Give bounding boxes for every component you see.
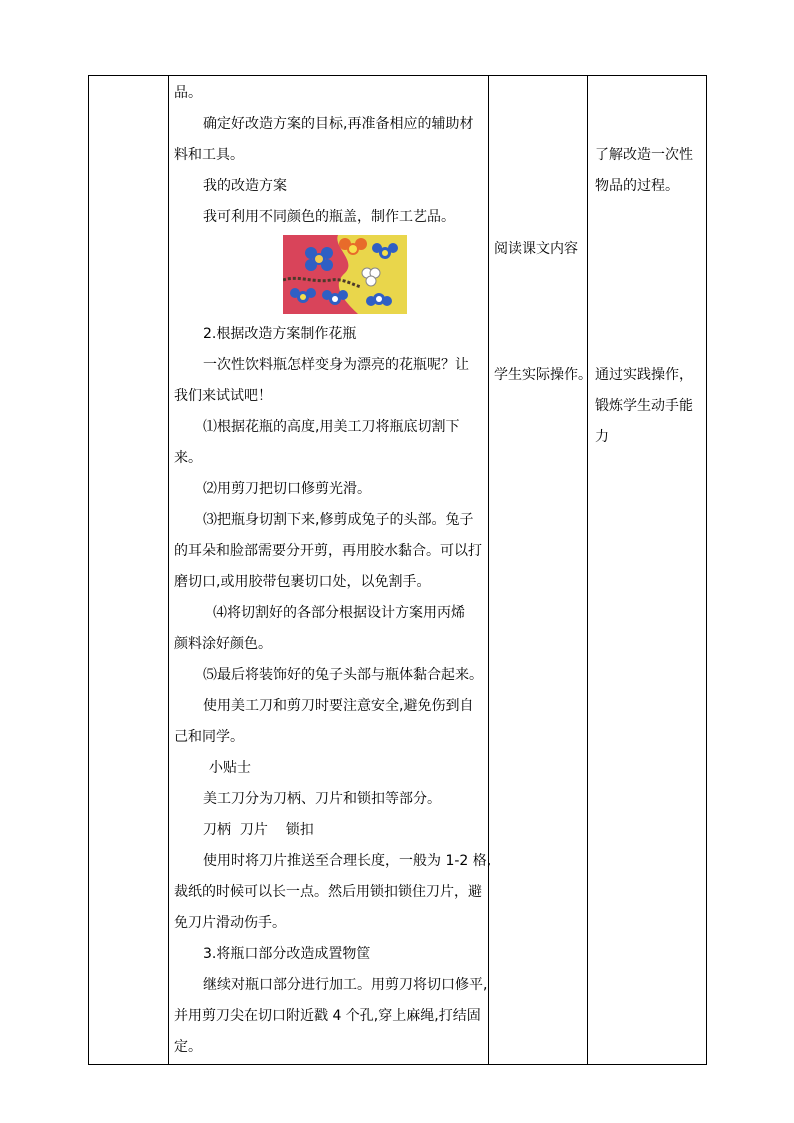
student-activity-cell [490, 76, 592, 1064]
text-line: 确定好改造方案的目标,再准备相应的辅助材 [203, 116, 474, 132]
text-line: 颜料涂好颜色。 [174, 636, 272, 652]
text-line: 2.根据改造方案制作花瓶 [203, 326, 357, 342]
text-line: ⑴根据花瓶的高度,用美工刀将瓶底切割下 [203, 419, 460, 435]
column-divider [488, 76, 489, 1064]
text-line: 磨切口,或用胶带包裹切口处，以免割手。 [174, 574, 431, 590]
design-intent-text: 力 [595, 429, 609, 445]
text-line: ⑷将切割好的各部分根据设计方案用丙烯 [213, 605, 465, 621]
bottle-cap-craft-photo [283, 235, 407, 314]
text-line: 使用美工刀和剪刀时要注意安全,避免伤到自 [203, 698, 474, 714]
text-line: 美工刀分为刀柄、刀片和锁扣等部分。 [203, 791, 441, 807]
text-line: 来。 [174, 450, 202, 466]
text-line: ⑸最后将装饰好的兔子头部与瓶体黏合起来。 [203, 667, 483, 683]
text-line: 继续对瓶口部分进行加工。用剪刀将切口修平, [203, 977, 488, 993]
design-intent-text: 锻炼学生动手能 [595, 398, 693, 414]
design-intent-text: 通过实践操作， [595, 367, 693, 383]
text-line: ⑵用剪刀把切口修剪光滑。 [203, 481, 371, 497]
text-line: 免刀片滑动伤手。 [174, 915, 286, 931]
design-intent-text: 物品的过程。 [595, 178, 679, 194]
design-intent-cell [589, 76, 705, 1064]
design-intent-text: 了解改造一次性 [595, 147, 693, 163]
text-line: 我的改造方案 [203, 178, 287, 194]
text-line: 的耳朵和脸部需要分开剪，再用胶水黏合。可以打 [174, 543, 482, 559]
text-line: 我们来试试吧！ [174, 388, 272, 404]
text-line: 定。 [174, 1039, 202, 1055]
text-line: 料和工具。 [174, 147, 244, 163]
student-activity-text: 阅读课文内容 [494, 241, 578, 257]
text-line: 使用时将刀片推送至合理长度，一般为 1-2 格, [203, 853, 492, 869]
text-line: 己和同学。 [174, 729, 244, 745]
text-line: 我可利用不同颜色的瓶盖，制作工艺品。 [203, 209, 455, 225]
student-activity-text: 学生实际操作。 [494, 367, 592, 383]
text-line: ⑶把瓶身切割下来,修剪成兔子的头部。兔子 [203, 512, 474, 528]
tip-heading: 小贴士 [209, 760, 251, 776]
text-line: 3.将瓶口部分改造成置物筐 [203, 946, 371, 962]
text-line: 裁纸的时候可以长一点。然后用锁扣锁住刀片，避 [174, 884, 482, 900]
text-line: 刀柄 刀片 锁扣 [203, 822, 314, 838]
lesson-table [88, 75, 707, 1065]
teaching-process-cell [169, 76, 492, 1064]
text-line: 一次性饮料瓶怎样变身为漂亮的花瓶呢？让 [203, 357, 469, 373]
text-line: 并用剪刀尖在切口附近戳 4 个孔,穿上麻绳,打结固 [174, 1008, 481, 1024]
text-line: 品。 [174, 85, 202, 101]
